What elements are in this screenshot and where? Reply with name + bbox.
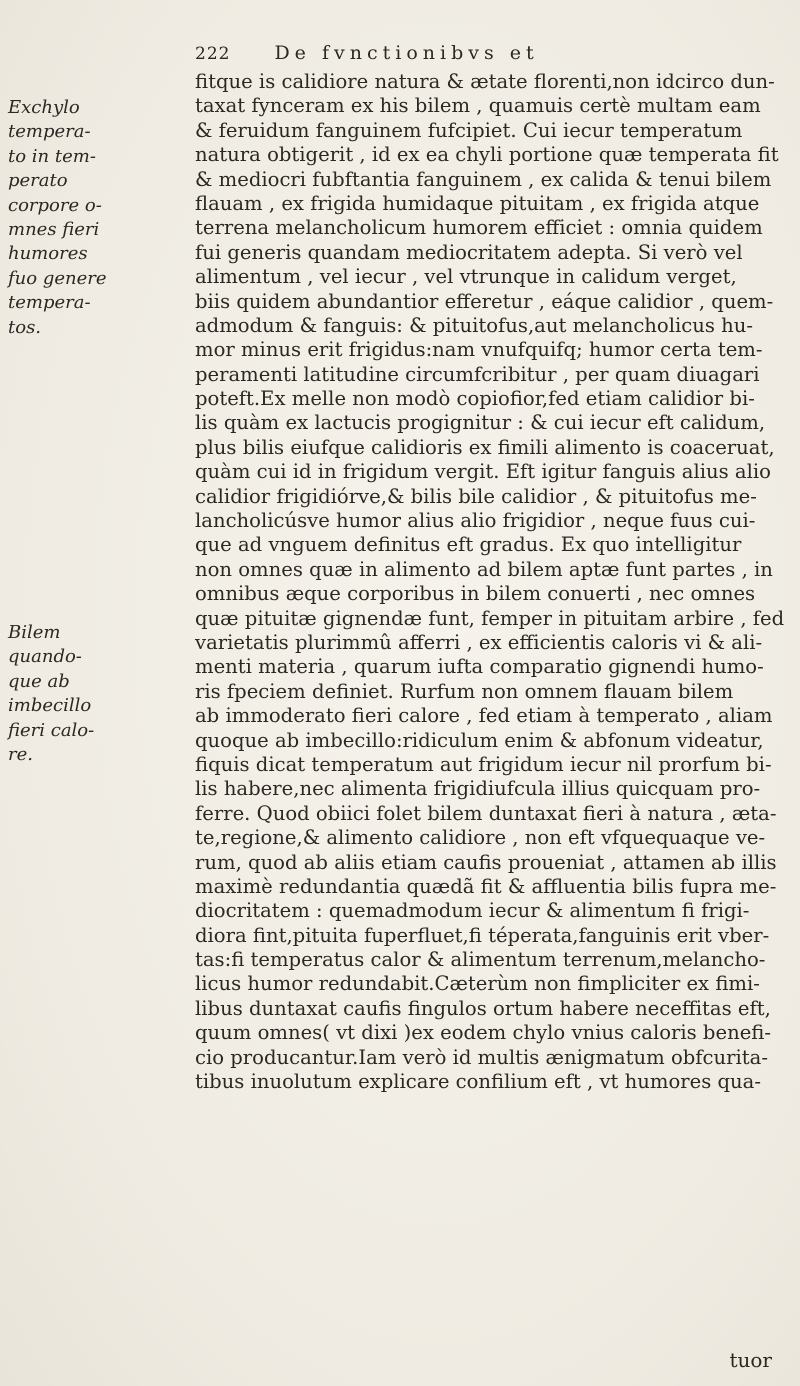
margin-note-line: quando- <box>8 646 82 668</box>
text-line: flauam , ex frigida humidaque pituitam , ex frigida atque <box>195 191 760 215</box>
text-line: lancholicúsve humor alius alio frigidior , neque fuus cui- <box>195 509 756 533</box>
text-line: plus bilis eiufque calidioris ex fimili alimento is coaceruat, <box>195 435 775 459</box>
margin-note-line: corpore o- <box>8 194 102 216</box>
text-line: calidior frigidiórve,& bilis bile calidior , & pituitofus me- <box>195 484 757 508</box>
text-line: & mediocri fubftantia fanguinem , ex calida & tenui bilem <box>195 167 772 191</box>
text-line: quoque ab imbecillo:ridiculum enim & abfonum videatur, <box>195 728 764 752</box>
text-line: ferre. Quod obiici folet bilem duntaxat fieri à natura , æta- <box>195 801 777 825</box>
text-line: tibus inuolutum explicare confilium eft , vt humores qua- <box>195 1070 761 1094</box>
text-line: diocritatem : quemadmodum iecur & alimentum fi frigi- <box>195 899 750 923</box>
text-line: rum, quod ab aliis etiam caufis proueniat , attamen ab illis <box>195 850 777 874</box>
margin-note-line: que ab <box>8 670 70 692</box>
text-line: te,regione,& alimento calidiore , non eft vfquequaque ve- <box>195 826 766 850</box>
text-line: quum omnes( vt dixi )ex eodem chylo vnius caloris benefi- <box>195 1021 771 1045</box>
running-header <box>195 42 775 64</box>
text-line: terrena melancholicum humorem efficiet : omnia quidem <box>195 216 763 240</box>
running-title: De fvnctionibvs et <box>274 42 539 64</box>
main-text-block <box>195 70 789 1094</box>
text-line: que ad vnguem definitus eft gradus. Ex quo intelligitur <box>195 533 742 557</box>
text-line: varietatis plurimmû afferri , ex efficientis caloris vi & ali- <box>195 630 763 654</box>
text-line: & feruidum fanguinem fufcipiet. Cui iecur temperatum <box>195 118 743 142</box>
text-line: poteft.Ex melle non modò copiofior,fed etiam calidior bi- <box>195 387 755 411</box>
text-line: biis quidem abundantior efferetur , eáque calidior , quem- <box>195 289 774 313</box>
text-line: admodum & fanguis: & pituitofus,aut melancholicus hu- <box>195 313 753 337</box>
text-line: taxat fynceram ex his bilem , quamuis certè multam eam <box>195 94 761 118</box>
margin-note-line: tempera- <box>8 292 91 314</box>
text-line: lis habere,nec alimenta frigidiufcula illius quicquam pro- <box>195 777 761 801</box>
margin-note-line: to in tem- <box>8 145 96 167</box>
margin-note-line: tos. <box>8 316 42 338</box>
margin-note-line: humores <box>8 243 88 265</box>
text-line: quæ pituitæ gignendæ funt, femper in pituitam arbire , fed <box>195 606 785 630</box>
text-line: lis quàm ex lactucis progignitur : & cui iecur eft calidum, <box>195 411 766 435</box>
text-line: omnibus æque corporibus in bilem conuerti , nec omnes <box>195 582 756 606</box>
page-number: 222 <box>195 44 231 64</box>
text-line: quàm cui id in frigidum vergit. Eft igitur fanguis alius alio <box>195 460 771 484</box>
margin-note-line: imbecillo <box>8 695 92 717</box>
text-line: alimentum , vel iecur , vel vtrunque in calidum verget, <box>195 265 737 289</box>
text-line: menti materia , quarum iufta comparatio gignendi humo- <box>195 655 764 679</box>
text-line: cio producantur.Iam verò id multis ænigmatum obfcurita- <box>195 1045 768 1069</box>
margin-note-line: Bilem <box>8 622 61 643</box>
margin-note-line: perato <box>8 170 68 192</box>
margin-note-line: Exchylo <box>8 97 80 118</box>
text-line: ris fpeciem definiet. Rurfum non omnem flauam bilem <box>195 679 734 703</box>
text-line: peramenti latitudine circumfcribitur , per quam diuagari <box>195 362 760 386</box>
catchword: tuor <box>729 1348 772 1372</box>
text-line: mor minus erit frigidus:nam vnufquifq; humor certa tem- <box>195 338 763 362</box>
text-line: maximè redundantia quædã fit & affluentia bilis fupra me- <box>195 874 777 898</box>
text-line: fui generis quandam mediocritatem adepta. Si verò vel <box>195 240 743 264</box>
text-line: licus humor redundabit.Cæterùm non fimpliciter ex fimi- <box>195 972 760 996</box>
text-line: fiquis dicat temperatum aut frigidum iecur nil prorfum bi- <box>195 752 772 776</box>
text-line: fitque is calidiore natura & ætate florenti,non idcirco dun- <box>195 70 775 93</box>
text-line: ab immoderato fieri calore , fed etiam à temperato , aliam <box>195 704 773 728</box>
text-line: diora fint,pituita fuperfluet,fi téperata,fanguinis erit vber- <box>195 923 770 947</box>
text-line: tas:fi temperatus calor & alimentum terrenum,melancho- <box>195 948 766 972</box>
margin-note-line: re. <box>8 744 33 765</box>
text-line: libus duntaxat caufis fingulos ortum habere neceffitas eft, <box>195 996 771 1020</box>
text-line: natura obtigerit , id ex ea chyli portione quæ temperata fit <box>195 143 779 167</box>
margin-note-line: fuo genere <box>8 267 107 289</box>
text-line: non omnes quæ in alimento ad bilem aptæ funt partes , in <box>195 557 773 581</box>
margin-note-line: mnes fieri <box>8 219 100 240</box>
margin-note-line: tempera- <box>8 121 91 143</box>
margin-note-line: fieri calo- <box>8 719 95 741</box>
